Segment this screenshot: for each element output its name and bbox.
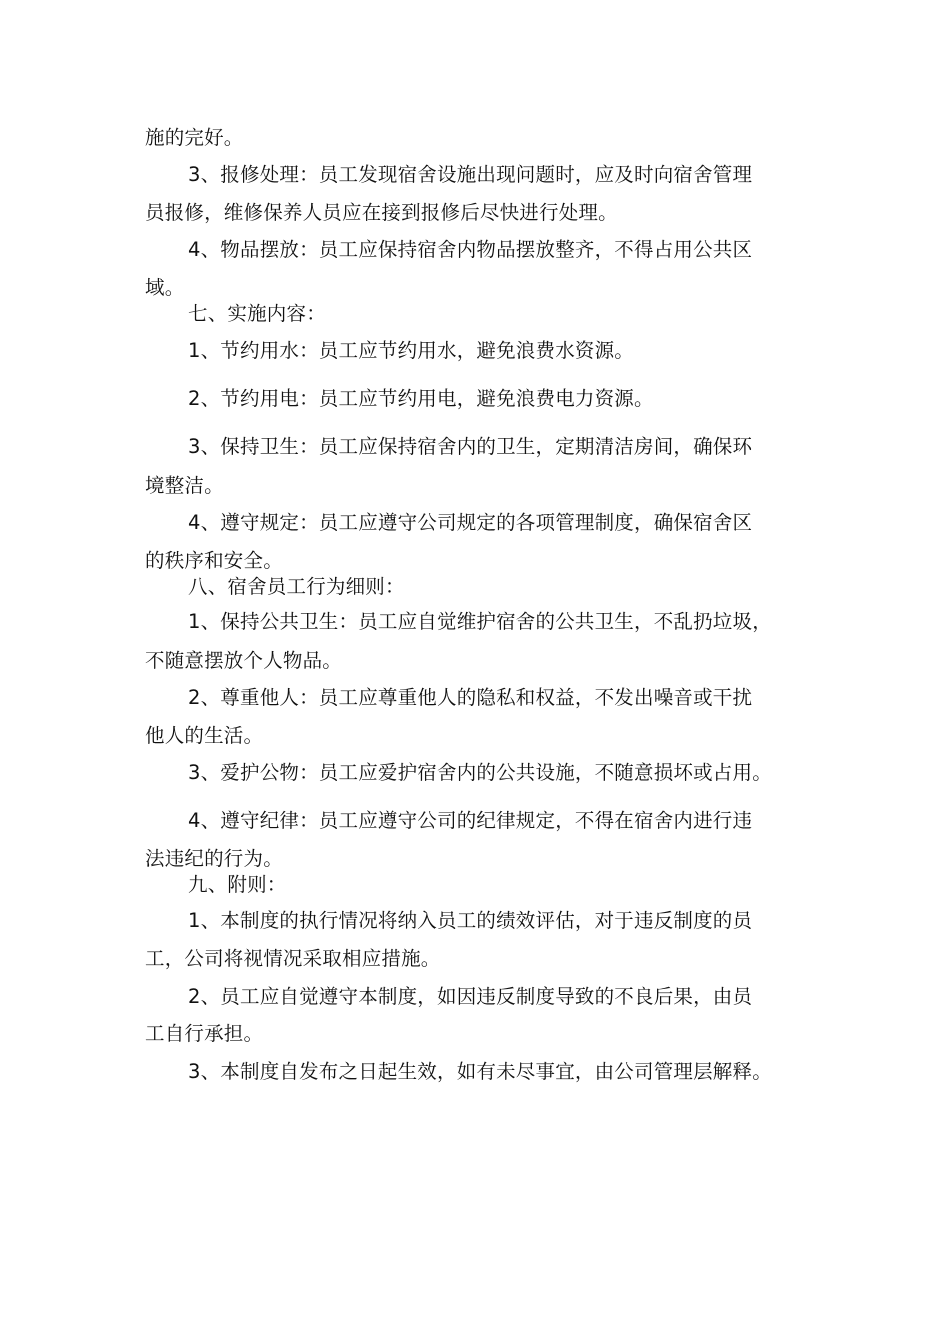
text-line: 法违纪的行为。 [145, 847, 283, 870]
text-line: 1、节约用水：员工应节约用水，避免浪费水资源。 [188, 339, 635, 362]
text-line: 2、节约用电：员工应节约用电，避免浪费电力资源。 [188, 387, 654, 410]
text-line: 施的完好。 [145, 126, 244, 149]
text-line: 4、遵守纪律：员工应遵守公司的纪律规定，不得在宿舍内进行违 [188, 809, 753, 832]
text-line: 4、遵守规定：员工应遵守公司规定的各项管理制度，确保宿舍区 [188, 511, 753, 534]
text-line: 2、尊重他人：员工应尊重他人的隐私和权益，不发出噪音或干扰 [188, 686, 753, 709]
text-line: 域。 [145, 276, 185, 299]
section-heading: 八、宿舍员工行为细则： [188, 575, 405, 598]
text-line: 3、爱护公物：员工应爱护宿舍内的公共设施，不随意损坏或占用。 [188, 761, 772, 784]
text-line: 2、员工应自觉遵守本制度，如因违反制度导致的不良后果，由员 [188, 985, 753, 1008]
text-line: 工自行承担。 [145, 1022, 264, 1045]
text-line: 他人的生活。 [145, 724, 264, 747]
text-line: 境整洁。 [145, 474, 224, 497]
text-line: 工，公司将视情况采取相应措施。 [145, 947, 441, 970]
text-line: 4、物品摆放：员工应保持宿舍内物品摆放整齐，不得占用公共区 [188, 238, 753, 261]
section-heading: 九、附则： [188, 873, 287, 896]
text-line: 3、保持卫生：员工应保持宿舍内的卫生，定期清洁房间，确保环 [188, 435, 753, 458]
text-line: 不随意摆放个人物品。 [145, 649, 343, 672]
text-line: 1、保持公共卫生：员工应自觉维护宿舍的公共卫生，不乱扔垃圾， [188, 610, 772, 633]
text-line: 3、本制度自发布之日起生效，如有未尽事宜，由公司管理层解释。 [188, 1060, 772, 1083]
text-line: 1、本制度的执行情况将纳入员工的绩效评估，对于违反制度的员 [188, 909, 753, 932]
section-heading: 七、实施内容： [188, 302, 326, 325]
text-line: 3、报修处理：员工发现宿舍设施出现问题时，应及时向宿舍管理 [188, 163, 753, 186]
text-line: 员报修，维修保养人员应在接到报修后尽快进行处理。 [145, 201, 618, 224]
text-line: 的秩序和安全。 [145, 549, 283, 572]
